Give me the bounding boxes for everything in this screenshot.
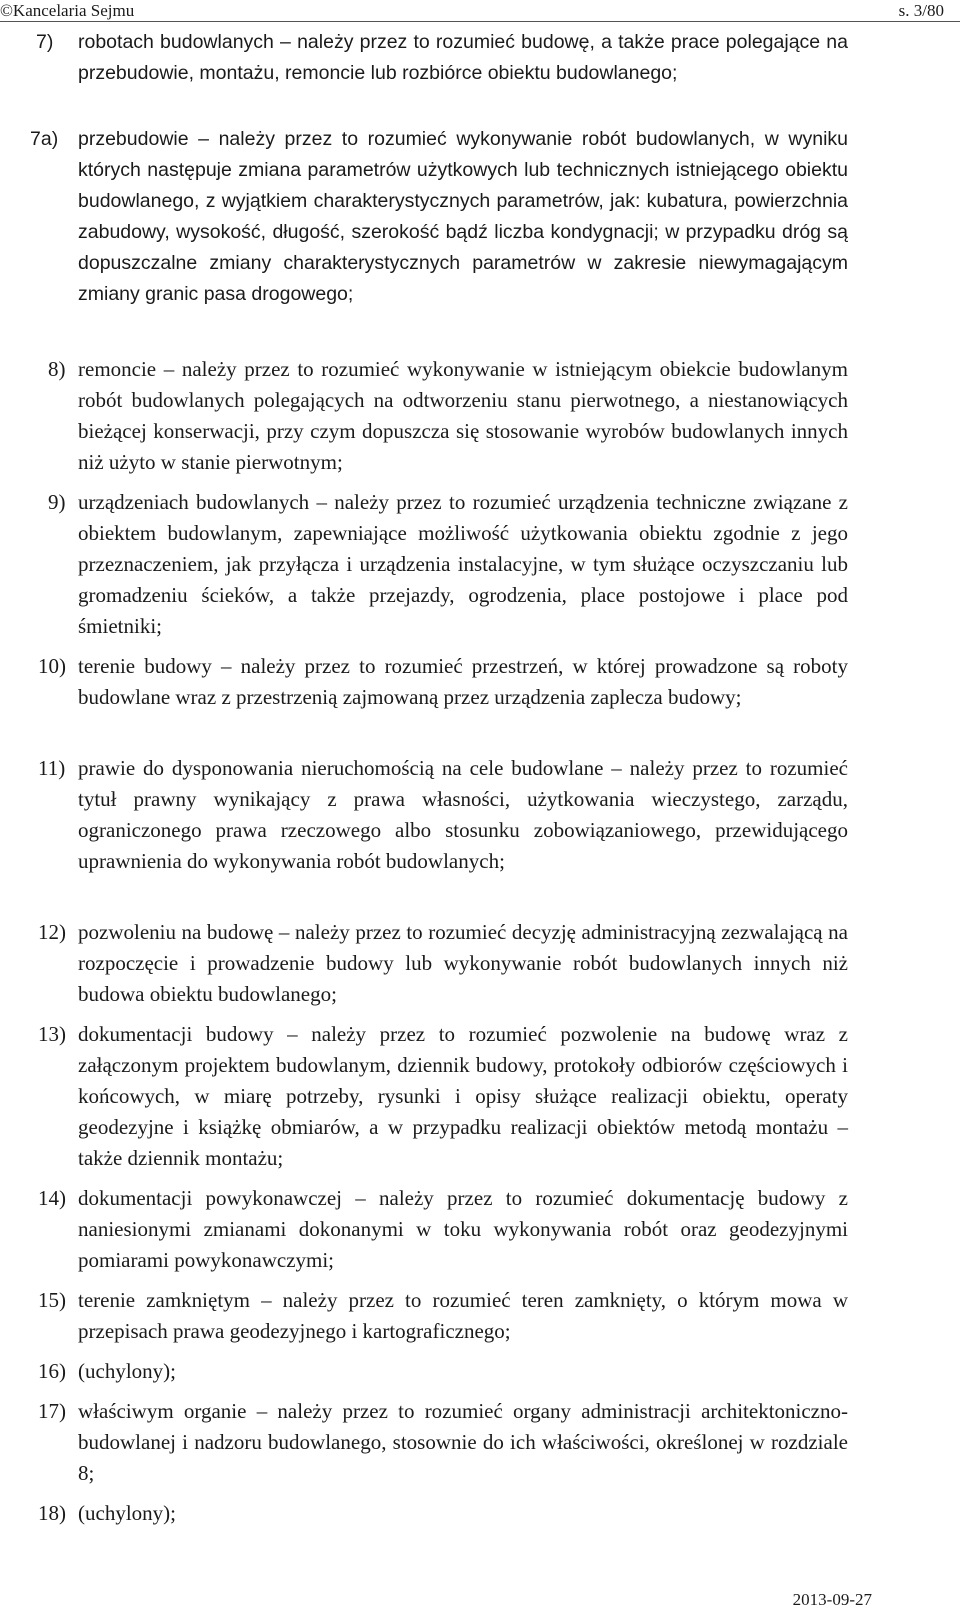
list-item: [0, 753, 960, 908]
item-number: 12): [38, 920, 66, 944]
list-item: [0, 1498, 960, 1529]
footer-date: 2013-09-27: [792, 1590, 872, 1609]
list-item: [0, 354, 960, 478]
item-number: 11): [38, 756, 66, 780]
item-number: 9): [48, 490, 66, 514]
header-divider: [0, 21, 960, 22]
item-number: 14): [38, 1186, 66, 1210]
item-text: dokumentacji powykonawczej – należy przez to rozumieć dokumentację budowy z naniesionymi zmianami dokonanymi w toku wykonywania robót oraz geodezyjnymi pomiarami powykonawczymi;: [78, 1186, 848, 1272]
list-item: [0, 651, 960, 744]
item-text: przebudowie – należy przez to rozumieć wykonywanie robót budowlanych, w wyniku których następuje zmiana parametrów użytkowych lub technicznych istniejącego obiektu budowlanego, z wyjątkiem charakterystycznych parametrów, jak: kubatura, powierzchnia zabudowy, wysokość, długość, szerokość bądź liczba kondygnacji; w przypadku dróg są dopuszczalne zmiany charakterystycznych parametrów w zakresie niewymagającym zmiany granic pasa drogowego;: [78, 128, 848, 305]
item-text: (uchylony);: [78, 1501, 176, 1525]
item-number: 8): [48, 357, 66, 381]
item-number: 17): [38, 1399, 66, 1423]
item-number: 18): [38, 1501, 66, 1525]
item-number: 10): [38, 654, 66, 678]
list-item: [0, 1356, 960, 1387]
list-item: [0, 917, 960, 1010]
item-number: 7): [36, 31, 54, 53]
list-item: [0, 27, 960, 120]
list-item: [0, 124, 960, 342]
list-item: [0, 1285, 960, 1347]
page-header: [0, 0, 960, 22]
list-item: [0, 487, 960, 642]
copyright-label: ©Kancelaria Sejmu: [0, 1, 135, 20]
document-body: [0, 27, 960, 1538]
item-text: dokumentacji budowy – należy przez to rozumieć pozwolenie na budowę wraz z załączonym projektem budowlanym, dziennik budowy, protokoły odbiorów częściowych i końcowych, w miarę potrzeby, rysunki i opisy służące realizacji obiektu, operaty geodezyjne i książkę obmiarów, a w przypadku realizacji obiektów metodą montażu – także dziennik montażu;: [78, 1022, 848, 1170]
item-text: pozwoleniu na budowę – należy przez to rozumieć decyzję administracyjną zezwalającą na rozpoczęcie i prowadzenie budowy lub wykonywanie robót budowlanych innych niż budowa obiektu budowlanego;: [78, 920, 848, 1006]
list-item: [0, 1396, 960, 1489]
item-text: robotach budowlanych – należy przez to rozumieć budowę, a także prace polegające na przebudowie, montażu, remoncie lub rozbiórce obiektu budowlanego;: [78, 31, 848, 84]
list-item: [0, 1183, 960, 1276]
item-text: prawie do dysponowania nieruchomością na cele budowlane – należy przez to rozumieć tytuł prawny wynikający z prawa własności, użytkowania wieczystego, zarządu, ograniczonego prawa rzeczowego albo stosunku zobowiązaniowego, przewidującego uprawnienia do wykonywania robót budowlanych;: [78, 756, 848, 873]
item-number: 16): [38, 1359, 66, 1383]
page-number: s. 3/80: [898, 1, 944, 20]
item-text: remoncie – należy przez to rozumieć wykonywanie w istniejącym obiekcie budowlanym robót budowlanych polegających na odtworzeniu stanu pierwotnego, a niestanowiących bieżącej konserwacji, przy czym dopuszcza się stosowanie wyrobów budowlanych innych niż użyto w stanie pierwotnym;: [78, 357, 848, 474]
item-number: 7a): [30, 128, 59, 150]
item-text: (uchylony);: [78, 1359, 176, 1383]
item-text: terenie budowy – należy przez to rozumieć przestrzeń, w której prowadzone są roboty budowlane wraz z przestrzenią zajmowaną przez urządzenia zaplecza budowy;: [78, 654, 848, 709]
item-number: 15): [38, 1288, 66, 1312]
item-text: właściwym organie – należy przez to rozumieć organy administracji architektoniczno-budowlanej i nadzoru budowlanego, stosownie do ich właściwości, określonej w rozdziale 8;: [78, 1399, 848, 1485]
list-item: [0, 1019, 960, 1174]
item-text: terenie zamkniętym – należy przez to rozumieć teren zamknięty, o którym mowa w przepisach prawa geodezyjnego i kartograficznego;: [78, 1288, 848, 1343]
item-text: urządzeniach budowlanych – należy przez to rozumieć urządzenia techniczne związane z obiektem budowlanym, zapewniające możliwość użytkowania obiektu zgodnie z jego przeznaczeniem, jak przyłącza i urządzenia instalacyjne, w tym służące oczyszczaniu lub gromadzeniu ścieków, a także przejazdy, ogrodzenia, place postojowe i place pod śmietniki;: [78, 490, 848, 638]
item-number: 13): [38, 1022, 66, 1046]
